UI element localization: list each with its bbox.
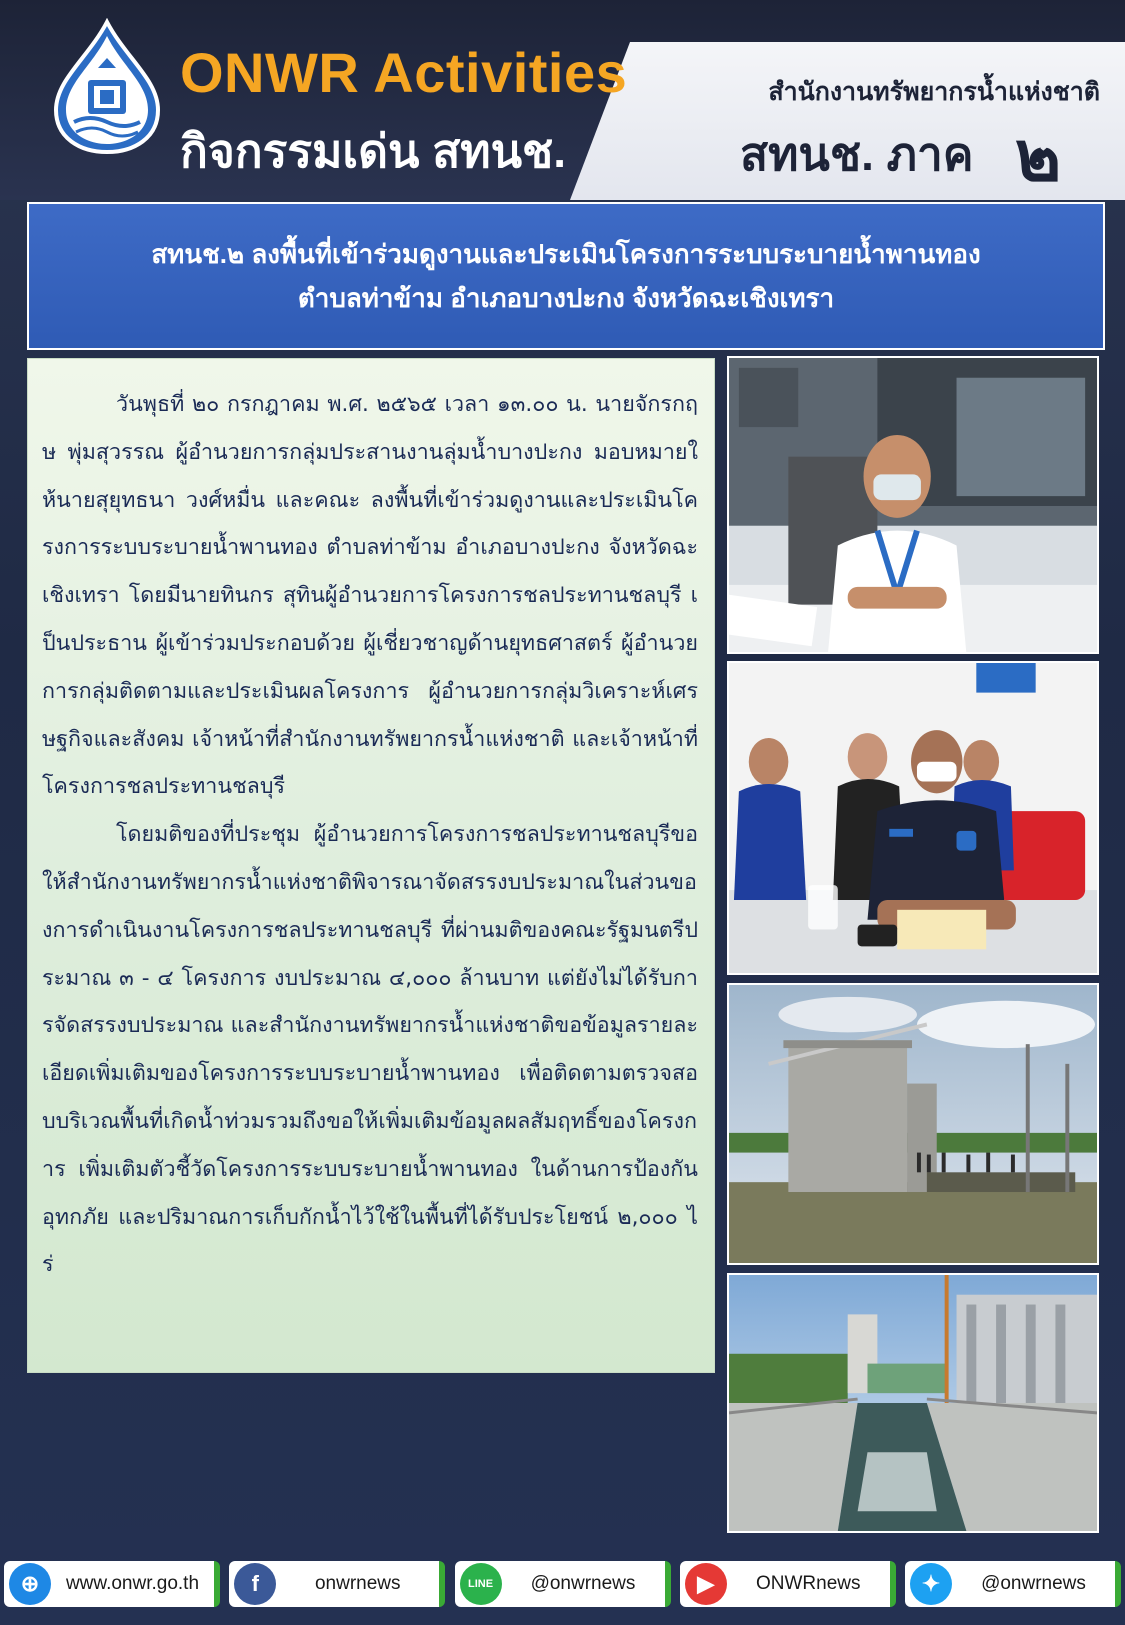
facebook-icon: f xyxy=(234,1563,276,1605)
footer-line-label: @onwrnews xyxy=(530,1573,636,1594)
photo-meeting-chairman xyxy=(727,356,1099,654)
paragraph-1: วันพุธที่ ๒๐ กรกฎาคม พ.ศ. ๒๕๖๕ เวลา ๑๓.๐๐ น. นายจักรกฤษ พุ่มสุวรรณ ผู้อำนวยการกลุ่มประสานงานลุ่มน้ำบางปะกง มอบหมายให้นายสุยุทธนา วงศ์หมื่น และคณะ ลงพื้นที่เข้าร่วมดูงานและประเมินโครงการระบบระบายน้ำพานทอง ตำบลท่าข้าม อำเภอบางปะกง จังหวัดฉะเชิงเทรา โดยมีนายทินกร สุทินผู้อำนวยการโครงการชลประทานชลบุรี เป็นประธาน ผู้เข้าร่วมประกอบด้วย ผู้เชี่ยวชาญด้านยุทธศาสตร์ ผู้อำนวยการกลุ่มติดตามและประเมินผลโครงการ ผู้อำนวยการกลุ่มวิเคราะห์เศรษฐกิจและสังคม เจ้าหน้าที่สำนักงานทรัพยากรน้ำแห่งชาติ และเจ้าหน้าที่โครงการชลประทานชลบุรี xyxy=(42,392,698,800)
photo-gate-structure xyxy=(727,983,1099,1265)
line-icon: LINE xyxy=(460,1563,502,1605)
youtube-icon: ▶ xyxy=(685,1563,727,1605)
photo-drainage-channel xyxy=(727,1273,1099,1533)
paragraph-2: โดยมติของที่ประชุม ผู้อำนวยการโครงการชลประทานชลบุรีขอให้สำนักงานทรัพยากรน้ำแห่งชาติพิจารณาจัดสรรงบประมาณในส่วนของการดำเนินงานโครงการชลประทานชลบุรี ที่ผ่านมติของคณะรัฐมนตรีประมาณ ๓ - ๔ โครงการ งบประมาณ ๔,๐๐๐ ล้านบาท แต่ยังไม่ได้รับการจัดสรรงบประมาณ และสำนักงานทรัพยากรน้ำแห่งชาติขอข้อมูลรายละเอียดเพิ่มเติมของโครงการระบบระบายน้ำพานทอง เพื่อติดตามตรวจสอบบริเวณพื้นที่เกิดน้ำท่วมรวมถึงขอให้เพิ่มเติมข้อมูลผลสัมฤทธิ์ของโครงการ เพิ่มเติมตัวชี้วัดโครงการระบบระบายน้ำพานทอง ในด้านการป้องกันอุทกภัย และปริมาณการเก็บกักน้ำไว้ใช้ในพื้นที่ได้รับประโยชน์ ๒,๐๐๐ ไร่ xyxy=(42,822,698,1278)
footer-website-label: www.onwr.go.th xyxy=(65,1573,200,1594)
footer-twitter-label: @onwrnews xyxy=(981,1573,1086,1594)
footer-website-link[interactable] xyxy=(4,1561,220,1607)
title-thai: กิจกรรมเด่น สทนช. xyxy=(180,125,567,177)
footer-youtube-link[interactable] xyxy=(680,1561,896,1607)
footer-facebook-label: onwrnews xyxy=(314,1573,401,1594)
footer-facebook-link[interactable] xyxy=(229,1561,445,1607)
headline-line-1: สทนช.๒ ลงพื้นที่เข้าร่วมดูงานและประเมินโครงการระบบระบายน้ำพานทอง xyxy=(151,239,981,269)
headline-line-2: ตำบลท่าข้าม อำเภอบางปะกง จังหวัดฉะเชิงเทรา xyxy=(297,283,835,313)
title-english: ONWR Activities xyxy=(180,41,628,104)
twitter-icon: ✦ xyxy=(910,1563,952,1605)
agency-name: สำนักงานทรัพยากรน้ำแห่งชาติ xyxy=(768,78,1100,106)
social-footer xyxy=(0,1555,1125,1615)
onwr-logo-icon xyxy=(48,18,166,156)
region-label: สทนช. ภาค xyxy=(740,128,974,180)
photo-meeting-staff xyxy=(727,661,1099,975)
article-body xyxy=(27,358,715,1373)
globe-icon: ⊕ xyxy=(9,1563,51,1605)
footer-youtube-label: ONWRnews xyxy=(755,1573,861,1594)
footer-line-link[interactable] xyxy=(455,1561,671,1607)
headline-banner xyxy=(27,202,1105,350)
header xyxy=(0,0,1125,200)
region-number: ๒ xyxy=(1015,117,1062,195)
footer-twitter-link[interactable] xyxy=(905,1561,1121,1607)
